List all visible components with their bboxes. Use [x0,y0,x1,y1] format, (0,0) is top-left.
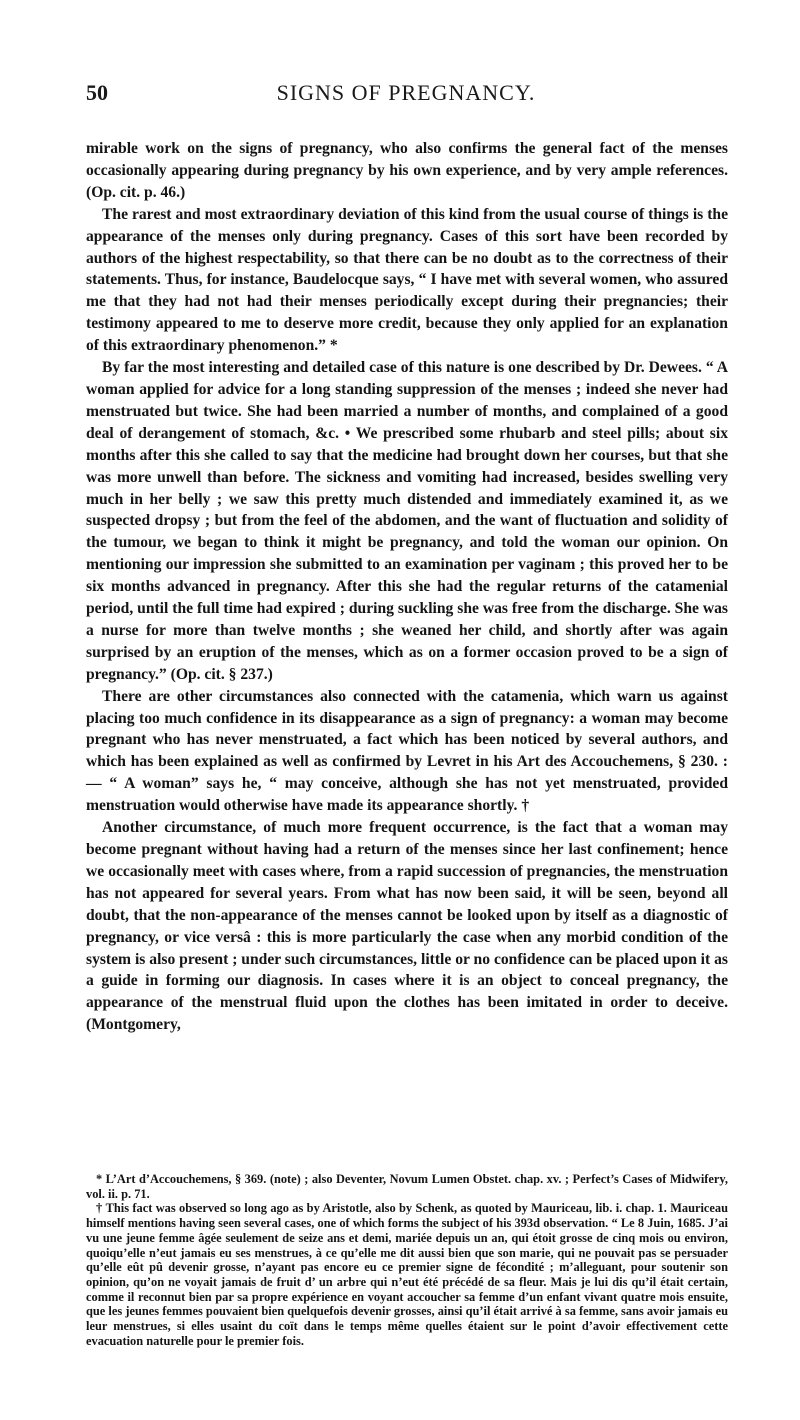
footnote: * L’Art d’Accouchemens, § 369. (note) ; also Deventer, Novum Lumen Obstet. chap. xv. ; Perfect’s Cases of Midwifery, vol. ii. p. 71. [86,1172,728,1201]
page-number: 50 [86,80,108,105]
paragraph: Another circumstance, of much more frequent occurrence, is the fact that a woman may become pregnant without having had a return of the menses since her last confinement; hence we occasionally meet with cases where, from a rapid succession of pregnancies, the menstruation has not appeared for several years. From what has now been said, it will be seen, beyond all doubt, that the non-appearance of the menses cannot be looked upon by itself as a diagnostic of pregnancy, or vice versâ : this is more particularly the case when any morbid condition of the system is also present ; under such circumstances, little or no confidence can be placed upon it as a guide in forming our diagnosis. In cases where it is an object to conceal pregnancy, the appearance of the menstrual fluid upon the clothes has been imitated in order to deceive. (Montgomery, [86,819,728,1034]
paragraph: There are other circumstances also connected with the catamenia, which warn us against placing too much confidence in its disappearance as a sign of pregnancy: a woman may become pregnant who has never menstruated, a fact which has been noticed by several authors, and which has been explained as well as confirmed by Levret in his Art des Accouchemens, § 230. : — “ A woman” says he, “ may conceive, although she has not yet menstruated, provided menstruation would otherwise have made its appearance shortly. † [86,687,728,815]
body-text [86,138,728,1036]
footnote: † This fact was observed so long ago as by Aristotle, also by Schenk, as quoted by Mauriceau, lib. i. chap. 1. Mauriceau himself mentions having seen several cases, one of which forms the subject of his 393d observation. “ Le 8 Juin, 1685. J’ai vu une jeune femme âgée seulement de seize ans et demi, mariée depuis un an, qui étoit grosse de cinq mois ou environ, quoiqu’elle n’eut jamais eu ses menstrues, à ce qu’elle me dit aussi bien que son marie, qui ne pouvait pas se persuader qu’elle eût pû devenir grosse, n’ayant pas encore eu ce premier signe de fécondité ; m’alleguant, pour soutenir son opinion, qu’on ne voyait jamais de fruit d’ un arbre qui n’eut été précédé de sa fleur. Mais je lui dis qu’il était certain, comme il reconnut bien par sa propre expérience en voyant accoucher sa femme d’un enfant vivant quatre mois ensuite, que les jeunes femmes pouvaient bien quelquefois devenir grosses, ainsi qu’il était arrivé à sa femme, sans avoir jamais eu leur menstrues, si elles usaint du coït dans le temps même quelles étaient sur le point d’avoir effectivement cette evacuation naturelle pour le premier fois. [86,1201,728,1348]
footnotes [86,1172,728,1348]
paragraph: The rarest and most extraordinary deviation of this kind from the usual course of things is the appearance of the menses only during pregnancy. Cases of this sort have been recorded by authors of the highest respectability, so that there can be no doubt as to the correctness of their statements. Thus, for instance, Baudelocque says, “ I have met with several women, who assured me that they had not had their menses periodically except during their pregnancies; their testimony appeared to me to deserve more credit, because they only applied for an explanation of this extraordinary phenomenon.” * [86,205,728,355]
paragraph: mirable work on the signs of pregnancy, who also confirms the general fact of the menses occasionally appearing during pregnancy by his own experience, and by very ample references. (Op. cit. p. 46.) [86,140,728,201]
page-header [86,80,726,110]
running-head: SIGNS OF PREGNANCY. [276,80,536,105]
paragraph: By far the most interesting and detailed case of this nature is one described by Dr. Dewees. “ A woman applied for advice for a long standing suppression of the menses ; indeed she never had menstruated but twice. She had been married a number of months, and complained of a good deal of derangement of stomach, &c. • We prescribed some rhubarb and steel pills; about six months after this she called to say that the medicine had brought down her courses, but that she was more unwell than before. The sickness and vomiting had increased, besides swelling very much in her belly ; we saw this pretty much distended and immediately examined it, as we suspected dropsy ; but from the feel of the abdomen, and the want of fluctuation and solidity of the tumour, we began to think it might be pregnancy, and told the woman our opinion. On mentioning our impression she submitted to an examination per vaginam ; this proved her to be six months advanced in pregnancy. After this she had the regular returns of the catamenial period, until the full time had expired ; during suckling she was free from the discharge. She was a nurse for more than twelve months ; she weaned her child, and shortly after was again surprised by an eruption of the menses, which as on a former occasion proved to be a sign of pregnancy.” (Op. cit. § 237.) [86,359,728,683]
